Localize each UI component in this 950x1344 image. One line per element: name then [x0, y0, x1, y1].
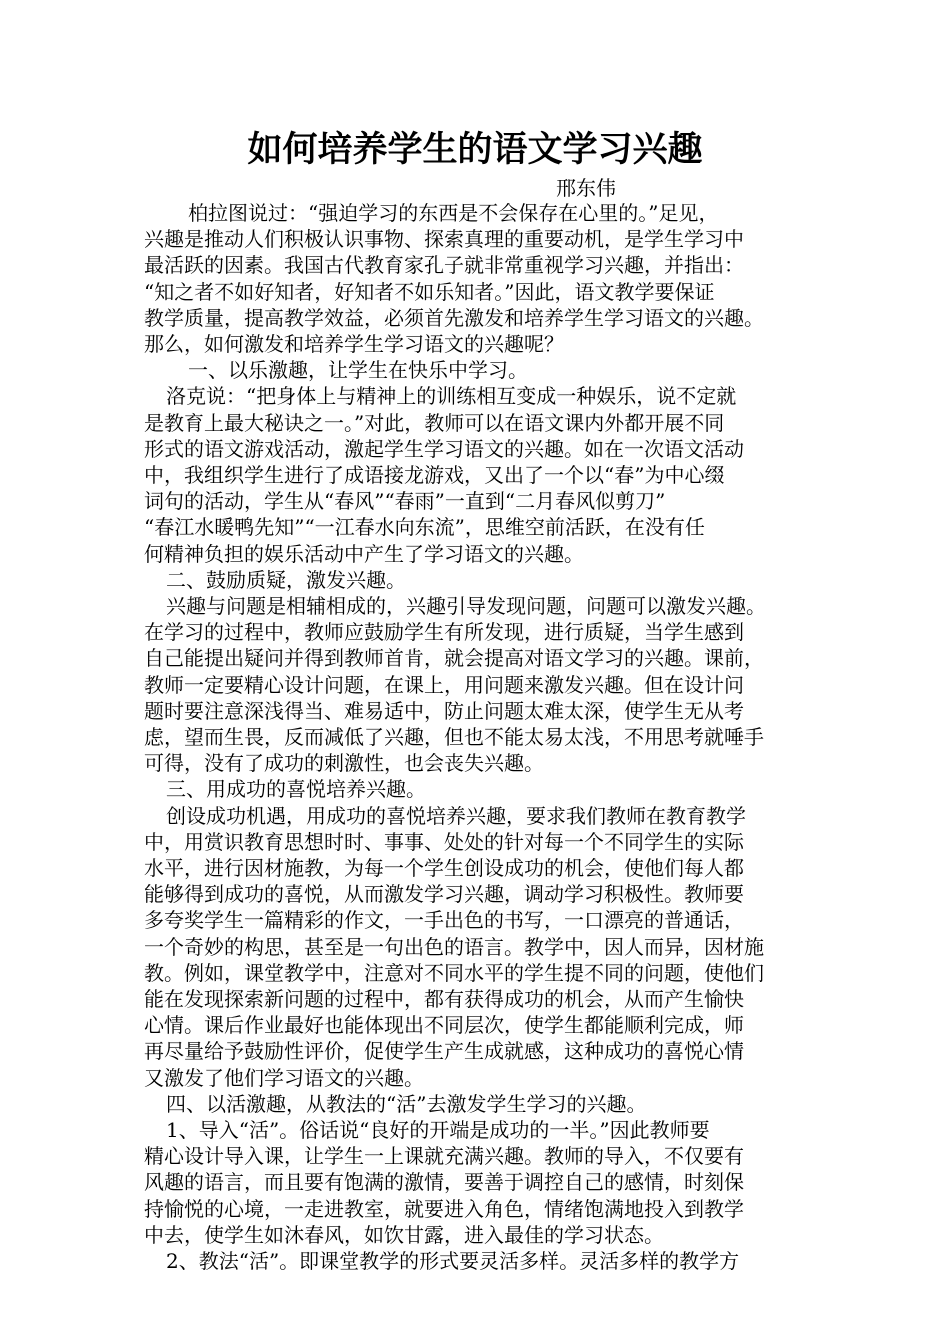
body-line: 心情。课后作业最好也能体现出不同层次，使学生都能顺利完成，师: [144, 1013, 744, 1038]
body-line: 形式的语文游戏活动，激起学生学习语文的兴趣。如在一次语文活动: [144, 436, 744, 461]
document-title: 如何培养学生的语文学习兴趣: [247, 129, 703, 170]
body-line: 四、以活激趣，从教法的“活”去激发学生学习的兴趣。: [166, 1091, 647, 1116]
body-line: 再尽量给予鼓励性评价，促使学生产生成就感，这种成功的喜悦心情: [144, 1039, 744, 1064]
body-line: 又激发了他们学习语文的兴趣。: [144, 1065, 424, 1090]
body-line: 多夸奖学生一篇精彩的作文，一手出色的书写，一口漂亮的普通话，: [144, 908, 744, 933]
document-author: 邢东伟: [556, 176, 616, 200]
body-line: 是教育上最大秘诀之一。”对此，教师可以在语文课内外都开展不同: [144, 410, 725, 435]
body-line: 持愉悦的心境，一走进教室，就要进入角色，情绪饱满地投入到教学: [144, 1196, 744, 1221]
body-line: 虑，望而生畏，反而减低了兴趣，但也不能太易太浅，不用思考就唾手: [144, 725, 764, 749]
body-line: 教师一定要精心设计问题，在课上，用问题来激发兴趣。但在设计问: [144, 672, 744, 697]
body-line: 柏拉图说过：“强迫学习的东西是不会保存在心里的。”足见，: [188, 201, 719, 225]
body-line: 那么，如何激发和培养学生学习语文的兴趣呢？: [144, 332, 564, 356]
body-line: 在学习的过程中，教师应鼓励学生有所发现，进行质疑，当学生感到: [144, 620, 744, 645]
body-line: 水平，进行因材施教，为每一个学生创设成功的机会，使他们每人都: [144, 856, 744, 880]
body-line: 一个奇妙的构思，甚至是一句出色的语言。教学中，因人而异，因材施: [144, 934, 764, 959]
body-line: “知之者不如好知者，好知者不如乐知者。”因此，语文教学要保证: [144, 279, 715, 304]
body-line: 风趣的语言，而且要有饱满的激情，要善于调控自己的感情，时刻保: [144, 1170, 744, 1195]
body-line: 兴趣是推动人们积极认识事物、探索真理的重要动机，是学生学习中: [144, 227, 744, 252]
body-line: 洛克说：“把身体上与精神上的训练相互变成一种娱乐，说不定就: [166, 384, 737, 409]
body-line: 兴趣与问题是相辅相成的，兴趣引导发现问题，问题可以激发兴趣。: [166, 594, 766, 618]
body-line: 教。例如，课堂教学中，注意对不同水平的学生提不同的问题，使他们: [144, 960, 764, 985]
body-line: 可得，没有了成功的刺激性，也会丧失兴趣。: [144, 751, 544, 776]
body-line: 2、教法“活”。即课堂教学的形式要灵活多样。灵活多样的教学方: [166, 1249, 740, 1273]
body-line: 能在发现探索新问题的过程中，都有获得成功的机会，从而产生愉快: [144, 987, 744, 1011]
body-line: 三、用成功的喜悦培养兴趣。: [166, 777, 426, 802]
body-line: 中，我组织学生进行了成语接龙游戏，又出了一个以“春”为中心缀: [144, 463, 725, 487]
body-line: “春江水暖鸭先知”“一江春水向东流”，思维空前活跃，在没有任: [144, 515, 705, 540]
body-line: 中去，使学生如沐春风，如饮甘露，进入最佳的学习状态。: [144, 1222, 664, 1247]
body-line: 创设成功机遇，用成功的喜悦培养兴趣，要求我们教师在教育教学: [166, 803, 746, 828]
body-line: 二、鼓励质疑，激发兴趣。: [166, 567, 406, 592]
body-line: 1、导入“活”。俗话说“良好的开端是成功的一半。”因此教师要: [166, 1118, 710, 1142]
body-line: 精心设计导入课，让学生一上课就充满兴趣。教师的导入，不仅要有: [144, 1144, 744, 1169]
body-line: 题时要注意深浅得当、难易适中，防止问题太难太深，使学生无从考: [144, 698, 744, 723]
body-line: 自己能提出疑问并得到教师首肯，就会提高对语文学习的兴趣。课前，: [144, 646, 764, 671]
body-line: 教学质量，提高教学效益，必须首先激发和培养学生学习语文的兴趣。: [144, 305, 764, 330]
body-line: 一、以乐激趣，让学生在快乐中学习。: [188, 358, 528, 383]
body-line: 词句的活动，学生从“春风”“春雨”一直到“二月春风似剪刀”: [144, 489, 666, 514]
body-line: 中，用赏识教育思想时时、事事、处处的针对每一个不同学生的实际: [144, 829, 744, 854]
body-line: 何精神负担的娱乐活动中产生了学习语文的兴趣。: [144, 541, 584, 566]
body-line: 能够得到成功的喜悦，从而激发学习兴趣，调动学习积极性。教师要: [144, 882, 744, 907]
body-line: 最活跃的因素。我国古代教育家孔子就非常重视学习兴趣，并指出：: [144, 253, 744, 278]
